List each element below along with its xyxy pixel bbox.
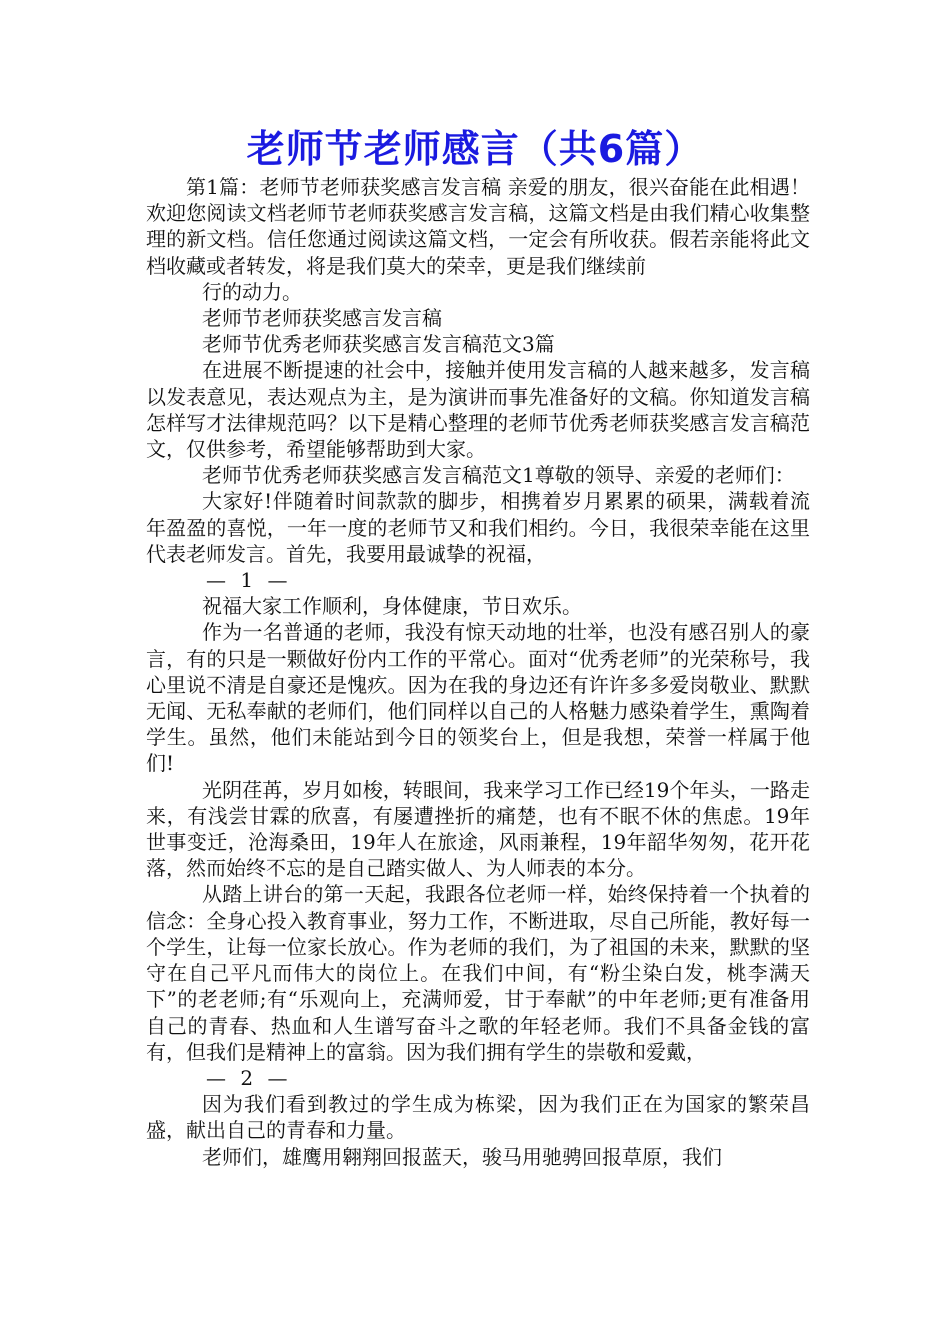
paragraph-ordinary-teacher: 作为一名普通的老师，我没有惊天动地的壮举，也没有感召别人的豪言，有的只是一颗做好份内工作的平常心。面对“优秀老师”的光荣称号，我心里说不清是自豪还是愧疚。因为在我的身边还有许许多多爱岗敬业、默默无闻、无私奉献的老师们，他们同样以自己的人格魅力感染着学生，熏陶着学生。虽然，他们未能站到今日的领奖台上，但是我想，荣誉一样属于他们! — [146, 620, 810, 776]
paragraph-closing: 老师们，雄鹰用翱翔回报蓝天，骏马用驰骋回报草原，我们 — [202, 1144, 722, 1169]
paragraph-greeting: 大家好!伴随着时间款款的脚步，相携着岁月累累的硕果，满载着流年盈盈的喜悦，一年一度的老师节又和我们相约。今日，我很荣幸能在这里代表老师发言。首先，我要用最诚挚的祝福， — [146, 489, 810, 566]
paragraph-intro: 第1篇：老师节老师获奖感言发言稿 亲爱的朋友，很兴奋能在此相遇！欢迎您阅读文档老师节老师获奖感言发言稿，这篇文档是由我们精心收集整理的新文档。信任您通过阅读这篇文档，一定会有所收获。假若亲能将此文档收藏或者转发，将是我们莫大的荣幸，更是我们继续前 — [146, 175, 810, 278]
page-number-1: — 1 — — [206, 568, 292, 593]
paragraph-belief: 从踏上讲台的第一天起，我跟各位老师一样，始终保持着一个执着的信念：全身心投入教育事业，努力工作，不断进取，尽自己所能，教好每一个学生，让每一位家长放心。作为老师的我们，为了祖国的未来，默默的坚守在自己平凡而伟大的岗位上。在我们中间，有“粉尘染白发，桃李满天下”的老老师;有“乐观向上，充满师爱，甘于奉献”的中年老师;更有准备用自己的青春、热血和人生谱写奋斗之歌的年轻老师。我们不具备金钱的富有，但我们是精神上的富翁。因为我们拥有学生的崇敬和爱戴， — [146, 882, 810, 1064]
paragraph-continuation: 行的动力。 — [202, 279, 302, 304]
paragraph-nineteen-years: 光阴荏苒，岁月如梭，转眼间，我来学习工作已经19个年头，一路走来，有浅尝甘霖的欣喜，有屡遭挫折的痛楚，也有不眠不休的焦虑。19年世事变迁，沧海桑田，19年人在旅途，风雨兼程，19年韶华匆匆，花开花落，然而始终不忘的是自己踏实做人、为人师表的本分。 — [146, 777, 810, 881]
page-number-2: — 2 — — [206, 1065, 292, 1090]
paragraph-pillars: 因为我们看到教过的学生成为栋梁，因为我们正在为国家的繁荣昌盛，献出自己的青春和力量。 — [146, 1092, 810, 1143]
paragraph-background: 在进展不断提速的社会中，接触并使用发言稿的人越来越多，发言稿以发表意见，表达观点为主，是为演讲而事先准备好的文稿。你知道发言稿怎样写才法律规范吗？以下是精心整理的老师节优秀老师获奖感言发言稿范文，仅供参考，希望能够帮助到大家。 — [146, 358, 810, 462]
paragraph-wishes: 祝福大家工作顺利，身体健康，节日欢乐。 — [202, 594, 582, 619]
subheading-speech: 老师节老师获奖感言发言稿 — [202, 306, 442, 331]
subheading-samples: 老师节优秀老师获奖感言发言稿范文3篇 — [202, 332, 555, 357]
document-title: 老师节老师感言（共6篇） — [246, 127, 704, 171]
paragraph-sample-1-heading: 老师节优秀老师获奖感言发言稿范文1尊敬的领导、亲爱的老师们： — [202, 463, 795, 488]
document-body — [146, 174, 810, 1170]
